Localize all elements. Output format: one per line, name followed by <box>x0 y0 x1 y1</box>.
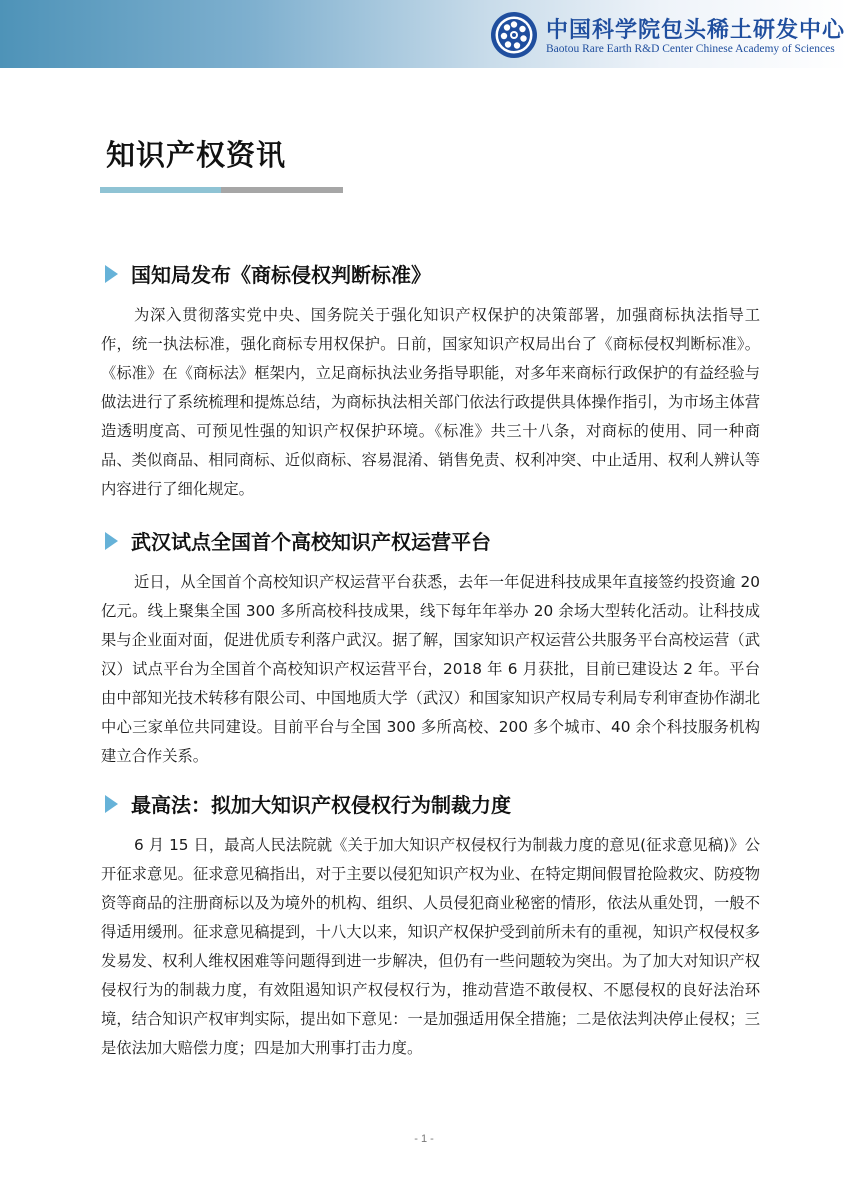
org-logo <box>490 10 845 60</box>
news-section-supreme-court <box>100 789 760 1063</box>
news-section-wuhan-platform <box>100 526 760 771</box>
section-body: 近日，从全国首个高校知识产权运营平台获悉，去年一年促进科技成果年直接签约投资逾 20 亿元。线上聚集全国 300 多所高校科技成果，线下每年年举办 20 余场大型转化活动。让科技成果与企业面对面，促进优质专利落户武汉。据了解，国家知识产权运营公共服务平台高校运营（武汉）试点平台为全国首个高校知识产权运营平台，2018 年 6 月获批，目前已建设达 2 年。平台由中部知光技术转移有限公司、中国地质大学（武汉）和国家知识产权局专利局专利审查协作湖北中心三家单位共同建设。目前平台与全国 300 多所高校、200 多个城市、40 余个科技服务机构建立合作关系。 <box>101 573 760 765</box>
section-heading: 国知局发布《商标侵权判断标准》 <box>131 263 431 287</box>
cas-emblem-icon <box>490 11 538 59</box>
title-underline-accent <box>100 187 221 193</box>
section-heading-row <box>100 526 760 558</box>
section-body: 6 月 15 日，最高人民法院就《关于加大知识产权侵权行为制裁力度的意见(征求意见稿)》公开征求意见。征求意见稿指出，对于主要以侵犯知识产权为业、在特定期间假冒抢险救灾、防疫物资等商品的注册商标以及为境外的机构、组织、人员侵犯商业秘密的情形，依法从重处罚，一般不得适用缓刑。征求意见稿提到，十八大以来，知识产权保护受到前所未有的重视，知识产权侵权多发易发、权利人维权困难等问题得到进一步解决，但仍有一些问题较为突出。为了加大对知识产权侵权行为的制裁力度，有效阻遏知识产权侵权行为，推动营造不敢侵权、不愿侵权的良好法治环境，结合知识产权审判实际，提出如下意见：一是加强适用保全措施；二是依法判决停止侵权；三是依法加大赔偿力度；四是加大刑事打击力度。 <box>101 836 760 1057</box>
triangle-marker-icon <box>105 795 118 813</box>
triangle-marker-icon <box>105 532 118 550</box>
triangle-marker-icon <box>105 265 118 283</box>
title-underline-gray <box>221 187 343 193</box>
org-name-en: Baotou Rare Earth R&D Center Chinese Academy of Sciences <box>546 43 835 55</box>
section-heading: 武汉试点全国首个高校知识产权运营平台 <box>131 530 491 554</box>
news-section-trademark-standard <box>100 259 760 504</box>
section-heading: 最高法：拟加大知识产权侵权行为制裁力度 <box>131 793 511 817</box>
section-heading-row <box>100 259 760 291</box>
org-name-cn: 中国科学院包头稀土研发中心 <box>546 17 846 43</box>
page-title: 知识产权资讯 <box>106 138 287 172</box>
section-heading-row <box>100 789 760 821</box>
page-number: - 1 - <box>414 1133 434 1145</box>
section-body: 为深入贯彻落实党中央、国务院关于强化知识产权保护的决策部署，加强商标执法指导工作，统一执法标准，强化商标专用权保护。日前，国家知识产权局出台了《商标侵权判断标准》。《标准》在《商标法》框架内，立足商标执法业务指导职能，对多年来商标行政保护的有益经验与做法进行了系统梳理和提炼总结，为商标执法相关部门依法行政提供具体操作指引，为市场主体营造透明度高、可预见性强的知识产权保护环境。《标准》共三十八条，对商标的使用、同一种商品、类似商品、相同商标、近似商标、容易混淆、销售免责、权利冲突、中止适用、权利人辨认等内容进行了细化规定。 <box>101 306 760 498</box>
